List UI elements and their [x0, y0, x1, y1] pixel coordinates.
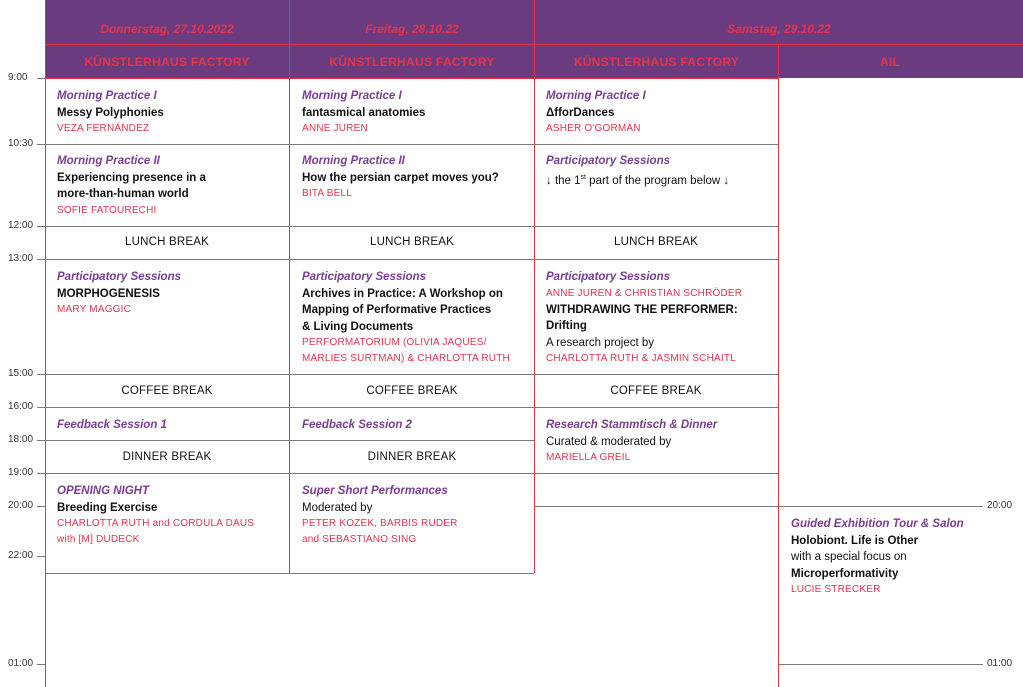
day-label-thursday: Donnerstag, 27.10.2022: [100, 22, 234, 36]
event-person: MARY MAGGIC: [57, 304, 132, 315]
event-person: PETER KOZEK, BARBIS RUDER: [302, 518, 458, 529]
event-title: ΔfforDances: [546, 106, 615, 119]
time-tick: [37, 144, 45, 145]
event-sat-participatory-note: [546, 153, 774, 189]
time-label: 18:00: [8, 434, 34, 445]
event-category: OPENING NIGHT: [57, 485, 150, 497]
time-tick: [37, 407, 45, 408]
row-line: [45, 226, 778, 227]
venue-label-ail: AIL: [879, 55, 901, 69]
coffee-break: COFFEE BREAK: [366, 385, 458, 397]
event-person: ANNE JUREN: [302, 123, 368, 134]
dinner-break: DINNER BREAK: [122, 451, 212, 463]
event-category: Participatory Sessions: [57, 271, 181, 283]
event-fri-morning-practice-1: [302, 88, 530, 137]
time-label: 22:00: [8, 550, 34, 561]
time-label-right: 01:00: [987, 658, 1013, 669]
time-label: 12:00: [8, 220, 34, 231]
time-tick: [37, 440, 45, 441]
event-title: & Living Documents: [302, 320, 414, 333]
row-line: [45, 144, 778, 145]
column-line: [289, 0, 290, 573]
event-thu-participatory: [57, 269, 285, 318]
event-person: MARIELLA GREIL: [546, 452, 631, 463]
time-label: 10:30: [8, 138, 34, 149]
row-line: [45, 440, 534, 441]
event-title: MORPHOGENESIS: [57, 287, 160, 300]
row-line: [45, 259, 778, 260]
event-category: Participatory Sessions: [546, 271, 670, 283]
event-thu-opening-night: [57, 483, 285, 548]
event-person: CHARLOTTA RUTH & JASMIN SCHAITL: [546, 353, 736, 364]
event-category: Morning Practice I: [546, 90, 646, 102]
event-fri-morning-practice-2: [302, 153, 530, 202]
event-person: SOFIE FATOURECHI: [57, 204, 157, 216]
row-line: [45, 407, 778, 408]
event-title: more-than-human world: [57, 188, 189, 200]
row-line: [534, 506, 778, 507]
time-tick: [37, 374, 45, 375]
event-title: Experiencing presence in a: [57, 171, 206, 184]
event-ail-guided-tour: [791, 516, 991, 598]
time-tick: [37, 506, 45, 507]
event-title: Breeding Exercise: [57, 501, 158, 514]
event-title: Messy Polyphonies: [57, 106, 164, 119]
event-category: Guided Exhibition Tour & Salon: [791, 518, 964, 530]
event-text: Moderated by: [302, 501, 373, 514]
event-text: ↓ the 1st part of the program below ↓: [546, 173, 730, 187]
time-tick: [37, 473, 45, 474]
column-line: [534, 0, 535, 573]
day-label-saturday: Samstag, 29.10.22: [727, 22, 831, 36]
event-fri-participatory: [302, 269, 530, 367]
event-person: LUCIE STRECKER: [791, 584, 881, 595]
event-title: How the persian carpet moves you?: [302, 171, 499, 184]
event-person: and SEBASTIANO SING: [302, 534, 417, 545]
lunch-break: LUNCH BREAK: [125, 236, 209, 248]
event-title: Drifting: [546, 320, 587, 332]
event-text: Curated & moderated by: [546, 435, 672, 448]
time-label-right: 20:00: [987, 500, 1013, 511]
event-person: BITA BELL: [302, 188, 352, 199]
ail-time-line: [779, 506, 983, 507]
time-label: 20:00: [8, 500, 34, 511]
event-person: ASHER O'GORMAN: [546, 123, 641, 134]
event-fri-feedback: [302, 417, 530, 434]
row-line: [45, 473, 778, 474]
time-label: 13:00: [8, 253, 34, 264]
ail-time-line: [779, 664, 983, 665]
coffee-break: COFFEE BREAK: [121, 385, 213, 397]
event-text: A research project by: [546, 336, 655, 349]
time-tick: [37, 664, 45, 665]
venue-label-saturday: KÜNSTLERHAUS FACTORY: [573, 55, 740, 69]
event-category: Participatory Sessions: [546, 155, 670, 167]
event-person: with [M] DUDECK: [57, 534, 140, 545]
event-person: CHARLOTTA RUTH and CORDULA DAUS: [57, 518, 255, 529]
event-category: Morning Practice I: [57, 90, 157, 102]
venue-label-thursday: KÜNSTLERHAUS FACTORY: [84, 55, 250, 69]
time-label: 16:00: [8, 401, 34, 412]
time-label: 9:00: [8, 72, 28, 83]
event-sat-participatory: [546, 269, 774, 367]
event-text: with a special focus on: [791, 551, 907, 563]
event-person: MARLIES SURTMAN) & CHARLOTTA RUTH: [302, 353, 510, 364]
event-category: Participatory Sessions: [302, 271, 426, 283]
coffee-break: COFFEE BREAK: [610, 385, 702, 397]
venue-label-friday: KÜNSTLERHAUS FACTORY: [329, 55, 495, 69]
lunch-break: LUNCH BREAK: [614, 236, 698, 248]
event-title: Holobiont. Life is Other: [791, 534, 919, 547]
event-person: PERFORMATORIUM (OLIVIA JAQUES/: [302, 337, 487, 348]
time-tick: [37, 259, 45, 260]
event-title: WITHDRAWING THE PERFORMER:: [546, 303, 738, 316]
row-line: [45, 573, 534, 574]
event-category: Feedback Session 1: [57, 419, 167, 431]
column-line: [778, 44, 779, 687]
event-category: Research Stammtisch & Dinner: [546, 419, 718, 431]
time-tick: [37, 226, 45, 227]
event-sat-research-stammtisch: [546, 417, 774, 466]
event-category: Super Short Performances: [302, 485, 448, 497]
event-title: Archives in Practice: A Workshop on: [302, 287, 503, 300]
lunch-break: LUNCH BREAK: [370, 236, 454, 248]
dinner-break: DINNER BREAK: [367, 451, 457, 463]
event-category: Morning Practice II: [57, 155, 160, 167]
event-person: ANNE JUREN & CHRISTIAN SCHRÖDER: [546, 287, 743, 299]
time-label: 01:00: [8, 658, 34, 669]
event-sat-morning-practice-1: [546, 88, 774, 137]
time-tick: [37, 556, 45, 557]
time-tick: [37, 78, 45, 79]
time-label: 19:00: [8, 467, 34, 478]
day-label-friday: Freitag, 28.10.22: [365, 22, 459, 36]
event-category: Morning Practice I: [302, 90, 402, 102]
event-category: Feedback Session 2: [302, 419, 412, 431]
event-title: Microperformativity: [791, 567, 899, 580]
event-fri-super-short: [302, 483, 530, 548]
row-line: [45, 374, 778, 375]
event-title: fantasmical anatomies: [302, 106, 426, 119]
event-thu-morning-practice-1: [57, 88, 285, 137]
event-thu-feedback: [57, 417, 285, 434]
column-line: [45, 0, 46, 687]
event-thu-morning-practice-2: [57, 153, 285, 219]
event-title: Mapping of Performative Practices: [302, 304, 492, 316]
time-label: 15:00: [8, 368, 34, 379]
event-category: Morning Practice II: [302, 155, 405, 167]
event-person: VEZA FERNÁNDEZ: [57, 123, 150, 134]
header-bottom-line: [45, 78, 778, 79]
